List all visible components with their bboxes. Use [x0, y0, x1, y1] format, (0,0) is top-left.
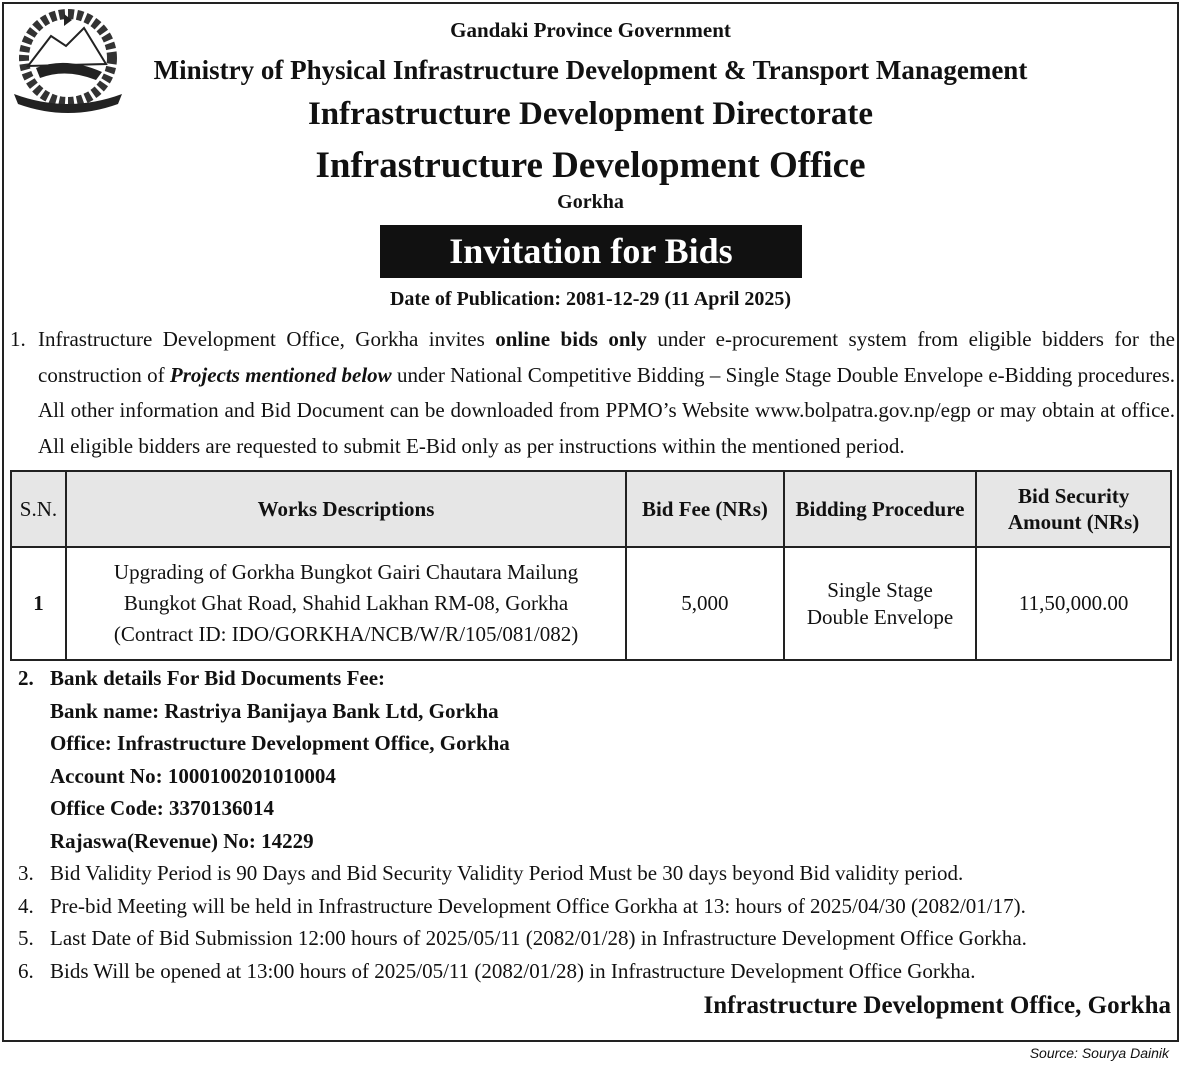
- district-name: Gorkha: [557, 191, 624, 213]
- bank-account: Account No: 1000100201010004: [50, 763, 336, 788]
- col-sn: S.N.: [11, 471, 66, 547]
- cell-procedure: Single Stage Double Envelope: [784, 547, 977, 660]
- cell-sn: 1: [11, 547, 66, 660]
- item-number: 4.: [18, 893, 34, 918]
- source-credit: Source: Sourya Dainik: [1029, 1045, 1169, 1061]
- office-name: Infrastructure Development Office: [315, 145, 866, 186]
- paragraph-1: [10, 322, 1175, 464]
- bank-office: Office: Infrastructure Development Office, Gorkha: [50, 731, 510, 755]
- text-bold: online bids only: [495, 327, 647, 351]
- text: under National Competitive Bidding – Single Stage Double Envelope e-Bidding procedures. All other information and Bid Document can be downloaded from PPMO’s Website: [38, 362, 1175, 422]
- item-number: 6.: [18, 958, 34, 983]
- text: Infrastructure Development Office, Gorkha invites: [38, 327, 496, 351]
- publication-date: Date of Publication: 2081-12-29 (11 April 2025): [389, 288, 792, 310]
- item-number: 2.: [18, 666, 34, 690]
- col-works: Works Descriptions: [66, 471, 626, 547]
- col-bid-fee: Bid Fee (NRs): [626, 471, 784, 547]
- bank-name: Bank name: Rastriya Banijaya Bank Ltd, Gorkha: [50, 698, 499, 723]
- item-number: 1.: [10, 327, 26, 351]
- item-text: Pre-bid Meeting will be held in Infrastructure Development Office Gorkha at 13: hours of 2025/04/30 (2082/01/17).: [50, 893, 1026, 918]
- item-text: Bids Will be opened at 13:00 hours of 2025/05/11 (2082/01/28) in Infrastructure Development Office Gorkha.: [50, 958, 976, 983]
- col-procedure: Bidding Procedure: [784, 471, 977, 547]
- cell-desc: Upgrading of Gorkha Bungkot Gairi Chautara Mailung Bungkot Ghat Road, Shahid Lakhan RM-08, Gorkha (Contract ID: IDO/GORKHA/NCB/W/R/105/081/082): [66, 547, 626, 660]
- table-row: [11, 547, 1171, 660]
- province-name: Gandaki Province Government: [450, 18, 731, 42]
- notice-list: [18, 662, 1178, 987]
- bank-details: [18, 662, 1178, 857]
- text: under e-procurement system from eligible bidders for the construction of: [38, 327, 1175, 387]
- works-table: [10, 470, 1172, 661]
- cell-fee: 5,000: [626, 547, 784, 660]
- item-number: 3.: [18, 861, 34, 885]
- bank-revenue-no: Rajaswa(Revenue) No: 14229: [50, 828, 314, 853]
- bolpatra-link[interactable]: www.bolpatra.gov.np/egp: [754, 398, 971, 422]
- text: or may obtain at office. All eligible bidders are requested to submit E-Bid only as per instructions within the mentioned period.: [38, 398, 1175, 458]
- item-text: Last Date of Bid Submission 12:00 hours of 2025/05/11 (2082/01/28) in Infrastructure Development Office Gorkha.: [50, 926, 1027, 950]
- item-number: 5.: [18, 926, 34, 950]
- ministry-name: Ministry of Physical Infrastructure Development & Transport Management: [153, 55, 1028, 85]
- signature-office: Infrastructure Development Office, Gorkha: [703, 992, 1171, 1019]
- bank-title: Bank details For Bid Documents Fee:: [50, 666, 386, 690]
- bank-office-code: Office Code: 3370136014: [50, 796, 274, 820]
- col-security: Bid Security Amount (NRs): [976, 471, 1171, 547]
- notice-title: Invitation for Bids: [380, 225, 802, 278]
- cell-security: 11,50,000.00: [976, 547, 1171, 660]
- directorate-name: Infrastructure Development Directorate: [307, 96, 874, 132]
- table-header-row: [11, 471, 1171, 547]
- list-item: [18, 955, 1178, 988]
- list-item: [18, 922, 1178, 955]
- list-item: [18, 857, 1178, 890]
- text-bold-italic: Projects mentioned below: [169, 362, 392, 387]
- item-text: Bid Validity Period is 90 Days and Bid Security Validity Period Must be 30 days beyond Bid validity period.: [50, 861, 964, 885]
- list-item: [18, 890, 1178, 923]
